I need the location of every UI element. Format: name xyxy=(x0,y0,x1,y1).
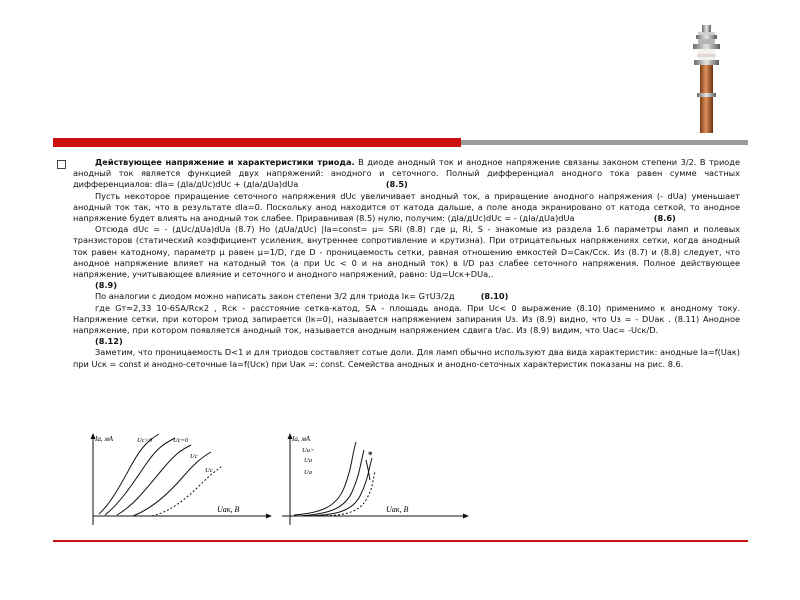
anode-curve-4 xyxy=(133,452,211,516)
grid-chart-xlabel: Uак, В xyxy=(386,505,409,514)
anode-curve-label-3: Uс xyxy=(190,453,198,460)
grid-characteristics-chart xyxy=(274,430,471,530)
anode-curve-label-2: Uс=0 xyxy=(173,437,189,444)
grid-curve-label-2: Uа xyxy=(304,457,312,464)
triode-photo xyxy=(676,21,737,137)
paragraph: По аналогии с диодом можно написать закон степени 3/2 для триода Iк= GтU3/2д (8.10) xyxy=(95,291,509,302)
x-axis-arrow xyxy=(463,514,469,519)
grid-curve-3 xyxy=(308,458,372,516)
paragraph: Отсюда dUc = - (дUc/дUa)dUa (8.7) Но (дUa/дUc) |Ia=const= μ= SRi (8.8) где μ, Ri, S - знакомые из раздела 1.6 параметры ламп и полевых транзисторов (статический коэффициент усиления, внутреннее сопротивление и крутизна). При отрицательных напряжениях сетки, когда анодный ток равен катодному, параметр μ равен μ=1/D, где D - проницаемость сетки, равная отношению емкостей D=Сак/Сск. Из (8.7) и (8.8) следует, что анодное напряжение влияет на катодный ток (а при Uc < 0 и на анодный ток) в I/D раз слабее сеточного напряжения. Полное действующее напряжение, учитывающее влияние и сеточного и анодного напряжений, равно: Uд=Uск+DUa,. (8.9) xyxy=(73,224,740,291)
paragraph: Пусть некоторое приращение сеточного напряжения dUc увеличивает анодный ток, а приращение анодного напряжения (- dUa) уменьшает анодный ток так, что в результате dIa=0. Поскольку анод находится от катода дальше, а поле анода экранировано от катода сеткой, то анодное напряжение будет влиять на анодный ток слабее. Приравнивая (8.5) нулю, получим: (дIa/дUc)dUc = - (дIa/дUa)dUa (8.6) xyxy=(73,190,740,224)
grid-chart-svg xyxy=(274,430,471,530)
triode-illustration xyxy=(676,21,737,137)
grid-curve-label-3: Uа xyxy=(304,469,312,476)
anode-chart-svg xyxy=(77,430,274,530)
article-body xyxy=(73,157,740,370)
grid-chart-ylabel: Iа, мА xyxy=(292,435,311,443)
paragraph: Действующее напряжение и характеристики триода. В диоде анодный ток и анодное напряжение связаны законом степени 3/2. В триоде анодный ток является функцией двух напряжений: анодного и сеточного. Полный дифференциал анодного тока равен сумме частных дифференциалов: dIa= (дIa/дUc)dUc + (дIa/дUa)dUa (8.5) xyxy=(73,157,740,190)
header-gray-bar xyxy=(461,140,748,145)
equation-number: (8.10) xyxy=(480,291,509,302)
grid-chart-mark: * xyxy=(368,450,373,460)
x-axis-arrow xyxy=(266,514,272,519)
equation-number: (8.6) xyxy=(653,213,676,224)
anode-curve-1 xyxy=(99,434,159,514)
anode-chart-ylabel: Iа, мА xyxy=(95,435,114,443)
anode-curve-label-1: Uс>0 xyxy=(137,437,153,444)
anode-chart-xlabel: Uак, В xyxy=(217,505,240,514)
anode-characteristics-chart xyxy=(77,430,274,530)
equation-number: (8.9) xyxy=(95,280,117,291)
anode-curve-label-4: Uс xyxy=(205,467,213,474)
anode-curve-2 xyxy=(105,438,175,515)
equation-number: (8.12) xyxy=(95,336,123,347)
grid-curve-label-1: Uа> xyxy=(302,447,315,454)
bullet-square xyxy=(57,160,66,169)
paragraph: Заметим, что проницаемость D<1 и для триодов составляет сотые доли. Для ламп обычно используют два вида характеристик: анодные Iа=f(Uак) при Uск = const и анодно-сеточные Iа=f(Uск) при Uак =: const. Семейства анодных и анодно-сеточных характеристик показаны на рис. 8.6. xyxy=(73,347,741,369)
paragraph: где Gт≈2,33 10-6SA/Rск2 , Rск - расстояние сетка-катод, SA - площадь анода. При Uc< 0 выражение (8.10) применимо к анодному току. Напряжение сетки, при котором триод запирается (Iк=0), называется напряжением запирания Uз. Из (8.9) видно, что Uз = - DUак . (8.11) Анодное напряжение, при котором появляется анодный ток, называется анодным напряжением сдвига t/ас. Из (8.9) видим, что Uас= -Uск/D. (8.12) xyxy=(73,302,740,347)
footer-rule xyxy=(53,540,748,542)
equation-number: (8.5) xyxy=(385,179,408,190)
section-title: Действующее напряжение и характеристики триода. xyxy=(95,157,355,167)
